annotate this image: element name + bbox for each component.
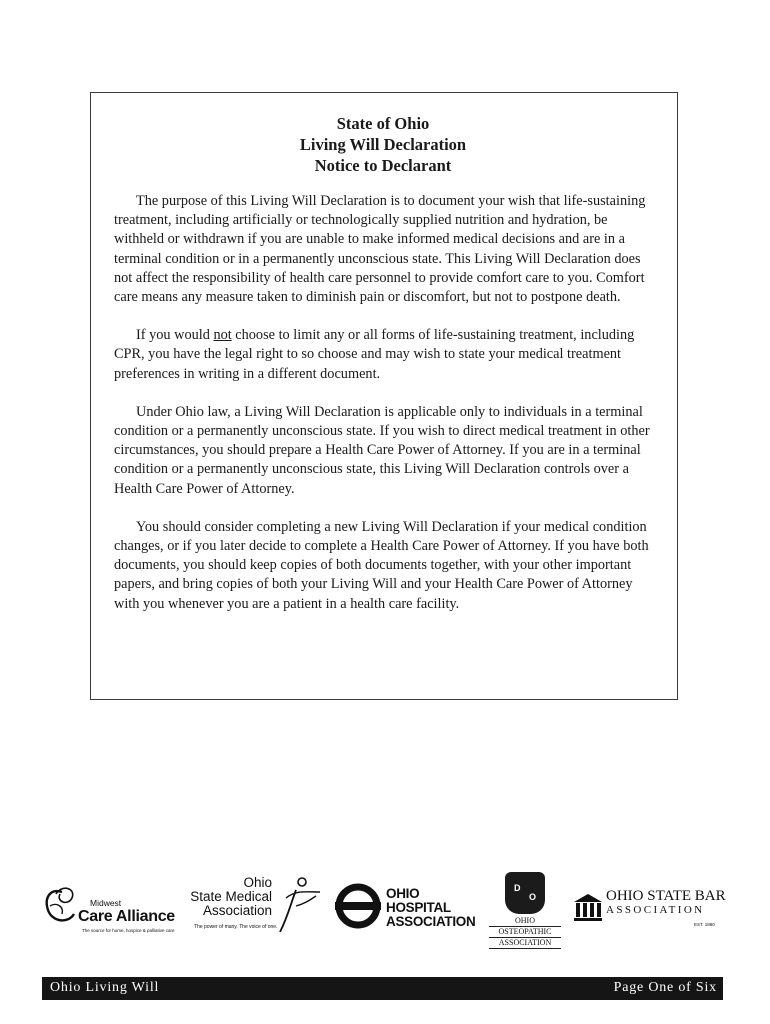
- underlined-not: not: [213, 327, 232, 344]
- badge-letter-d: D: [514, 883, 521, 893]
- osma-line-2: State Medical: [190, 889, 272, 904]
- oha-line-3: ASSOCIATION: [386, 914, 476, 929]
- ohio-hospital-association-logo: [335, 883, 485, 933]
- paragraph-cpr-end: choose to limit any or all forms of life-sustaining treatment, including CPR, you have the legal right to so choose and may wish to state your medical treatment preferences in writing in a different document.: [114, 327, 635, 382]
- osma-line-3: Association: [202, 903, 272, 918]
- osma-name: [190, 876, 272, 918]
- badge-letter-o: O: [529, 892, 537, 902]
- sponsor-logos: [42, 868, 732, 956]
- notice-box: [90, 92, 678, 700]
- title-line-1: State of Ohio: [336, 114, 430, 133]
- osma-tagline: The power of many. The voice of one.: [194, 924, 278, 930]
- paragraph-cpr-start: If you would: [136, 327, 214, 344]
- oha-circle-icon: [335, 883, 383, 929]
- oha-line-2: HOSPITAL: [386, 900, 451, 915]
- ohio-osteopathic-association-logo: [489, 872, 561, 956]
- mca-tagline: The source for home, hospice & palliative care: [82, 928, 175, 933]
- title-line-3: Notice to Declarant: [314, 156, 452, 175]
- title-line-2: Living Will Declaration: [299, 135, 467, 154]
- ooa-line-1: OHIO: [489, 916, 561, 927]
- paragraph-ohio-law: Under Ohio law, a Living Will Declaration is applicable only to individuals in a terminal condition or a permanently unconscious state. If you wish to direct medical treatment in other circumstances, you should prepare a Health Care Power of Attorney. If you are in a terminal condition or a permanently unconscious state, this Living Will Declaration controls over a Health Care Power of Attorney.: [114, 403, 650, 497]
- osba-line-2: ASSOCIATION: [606, 904, 705, 916]
- running-figure-icon: [276, 876, 324, 932]
- mca-care-alliance: Care Alliance: [78, 908, 175, 925]
- osba-est: EST. 1880: [694, 922, 715, 927]
- ohio-state-bar-association-logo: [572, 888, 732, 932]
- ooa-line-3: ASSOCIATION: [489, 938, 561, 949]
- osteopathic-shield-icon: [505, 872, 545, 914]
- paragraph-cpr: [114, 326, 652, 384]
- footer-document-name: Ohio Living Will: [50, 980, 160, 995]
- ooa-name: [489, 916, 561, 949]
- courthouse-icon: [572, 892, 604, 922]
- osba-line-1: OHIO STATE BAR: [606, 888, 726, 904]
- document-title: [114, 113, 652, 176]
- ohio-state-medical-association-logo: [190, 876, 330, 940]
- mca-midwest: Midwest: [90, 898, 122, 908]
- paragraph-purpose: The purpose of this Living Will Declaration is to document your wish that life-sustaining treatment, including artificially or technologically supplied nutrition and hydration, be withheld or withdrawn if you are unable to make informed medical decisions and are in a terminal condition or in a permanently unconscious state. This Living Will Declaration does not affect the responsibility of health care personnel to provide comfort care to you. Comfort care means any measure taken to diminish pain or discomfort, but not to postpone death.: [114, 193, 646, 306]
- care-alliance-swirl-icon: [42, 884, 82, 930]
- paragraph-new-declaration: You should consider completing a new Living Will Declaration if your medical condition changes, or if you later decide to complete a Health Care Power of Attorney. If you have both documents, you should keep copies of both documents together, with your other important papers, and bring copies of both your Living Will and your Health Care Power of Attorney with you whenever you are a patient in a health care facility.: [114, 518, 649, 612]
- oha-name: [386, 887, 475, 929]
- oha-line-1: OHIO: [386, 886, 420, 901]
- osma-line-1: Ohio: [243, 875, 272, 890]
- footer-bar: [42, 977, 723, 1000]
- footer-page-number: Page One of Six: [613, 980, 717, 995]
- ooa-line-2: OSTEOPATHIC: [489, 927, 561, 938]
- midwest-care-alliance-logo: [42, 884, 187, 934]
